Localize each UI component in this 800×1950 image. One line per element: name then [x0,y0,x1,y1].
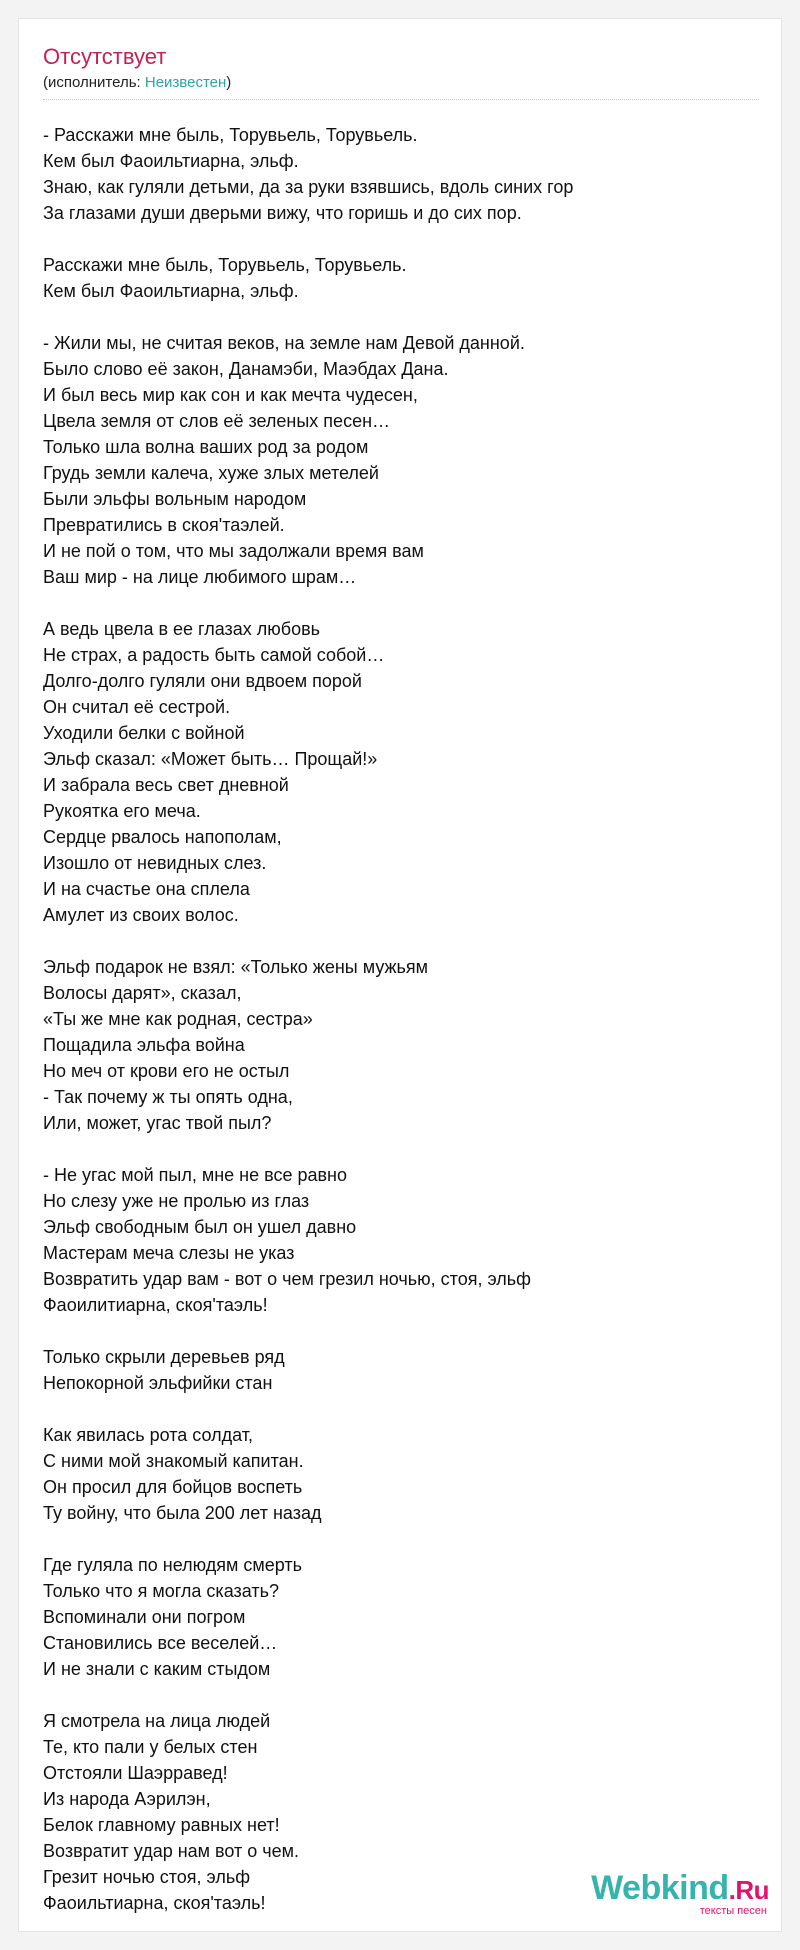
lyric-line: Кем был Фаоильтиарна, эльф. [43,151,299,171]
lyric-line: Грудь земли калеча, хуже злых метелей [43,463,379,483]
lyrics-stanza [43,954,759,1136]
lyric-line: Непокорной эльфийки стан [43,1373,273,1393]
header-divider [43,99,759,100]
lyric-line: Возвратить удар вам - вот о чем грезил ночью, стоя, эльф [43,1269,531,1289]
lyrics-stanza [43,1552,759,1682]
lyric-line: Отстояли Шаэрравед! [43,1763,228,1783]
lyric-line: Ту войну, что была 200 лет назад [43,1503,322,1523]
lyric-line: Пощадила эльфа война [43,1035,245,1055]
lyric-line: Изошло от невидных слез. [43,853,267,873]
lyric-line: Цвела земля от слов её зеленых песен… [43,411,391,431]
watermark-brand: Webkind [591,1869,729,1907]
lyric-line: «Ты же мне как родная, сестра» [43,1009,313,1029]
lyric-line: Где гуляла по нелюдям смерть [43,1555,302,1575]
lyric-line: Эльф подарок не взял: «Только жены мужьям [43,957,429,977]
lyric-line: Кем был Фаоильтиарна, эльф. [43,281,299,301]
lyric-line: И на счастье она сплела [43,879,250,899]
lyric-line: Как явилась рота солдат, [43,1425,253,1445]
lyric-line: А ведь цвела в ее глазах любовь [43,619,321,639]
lyric-line: Только что я могла сказать? [43,1581,280,1601]
lyric-line: Было слово её закон, Данамэби, Маэбдах Дана. [43,359,449,379]
lyric-line: И не знали с каким стыдом [43,1659,271,1679]
lyric-line: - Так почему ж ты опять одна, [43,1087,293,1107]
lyric-line: Фаоилитиарна, скоя'таэль! [43,1295,268,1315]
lyric-line: Превратились в скоя'таэлей. [43,515,285,535]
song-title: Отсутствует [43,44,167,69]
lyric-line: Те, кто пали у белых стен [43,1737,258,1757]
lyrics-stanza [43,1162,759,1318]
lyric-line: Не страх, а радость быть самой собой… [43,645,385,665]
watermark-tld: .Ru [728,1875,769,1905]
lyric-line: С ними мой знакомый капитан. [43,1451,304,1471]
watermark-subtitle: тексты песен [699,1905,767,1917]
lyric-line: Уходили белки с войной [43,723,245,743]
lyric-line: Ваш мир - на лице любимого шрам… [43,567,357,587]
lyric-line: Он просил для бойцов воспеть [43,1477,303,1497]
lyrics-card [18,18,782,1932]
lyric-line: - Не угас мой пыл, мне не все равно [43,1165,348,1185]
lyrics-body [43,122,759,1932]
lyric-line: Эльф свободным был он ушел давно [43,1217,357,1237]
lyric-line: И не пой о том, что мы задолжали время вам [43,541,424,561]
lyric-line: Знаю, как гуляли детьми, да за руки взявшись, вдоль синих гор [43,177,574,197]
lyric-line: Расскажи мне быль, Торувьель, Торувьель. [43,255,407,275]
lyric-line: Грезит ночью стоя, эльф [43,1867,251,1887]
lyric-line: Мастерам меча слезы не указ [43,1243,295,1263]
lyric-line: Волосы дарят», сказал, [43,983,242,1003]
artist-link[interactable]: Неизвестен [144,74,227,91]
lyrics-stanza [43,252,759,304]
lyric-line: Но слезу уже не пролью из глаз [43,1191,310,1211]
artist-suffix: ) [226,74,232,91]
lyric-line: Из народа Аэрилэн, [43,1789,211,1809]
lyric-line: Сердце рвалось напополам, [43,827,282,847]
lyric-line: Он считал её сестрой. [43,697,231,717]
lyric-line: Становились все веселей… [43,1633,278,1653]
lyric-line: Долго-долго гуляли они вдвоем порой [43,671,362,691]
lyrics-stanza [43,1344,759,1396]
lyric-line: Возвратит удар нам вот о чем. [43,1841,300,1861]
lyrics-stanza [43,122,759,226]
lyric-line: Рукоятка его меча. [43,801,201,821]
lyric-line: Белок главному равных нет! [43,1815,280,1835]
lyric-line: Вспоминали они погром [43,1607,246,1627]
lyric-line: Были эльфы вольным народом [43,489,307,509]
lyric-line: Эльф сказал: «Может быть… Прощай!» [43,749,378,769]
watermark-logo [591,1871,769,1905]
song-header [43,43,759,100]
lyric-line: Но меч от крови его не остыл [43,1061,290,1081]
lyric-line: Только шла волна ваших род за родом [43,437,369,457]
lyric-line: За глазами души дверьми вижу, что горишь и до сих пор. [43,203,522,223]
lyrics-stanza [43,616,759,928]
artist-line [43,73,759,93]
lyric-line: - Жили мы, не считая веков, на земле нам Девой данной. [43,333,525,353]
lyric-line: Я смотрела на лица людей [43,1711,271,1731]
lyric-line: Только скрыли деревьев ряд [43,1347,285,1367]
lyric-line: И был весь мир как сон и как мечта чудесен, [43,385,418,405]
lyric-line: - Расскажи мне быль, Торувьель, Торувьель. [43,125,418,145]
artist-prefix: (исполнитель: [43,74,145,91]
lyric-line: Амулет из своих волос. [43,905,239,925]
lyrics-stanza [43,1422,759,1526]
lyric-line: И забрала весь свет дневной [43,775,289,795]
lyric-line: Или, может, угас твой пыл? [43,1113,272,1133]
site-watermark [591,1871,769,1917]
lyric-line: Фаоильтиарна, скоя'таэль! [43,1893,266,1913]
lyrics-stanza [43,330,759,590]
